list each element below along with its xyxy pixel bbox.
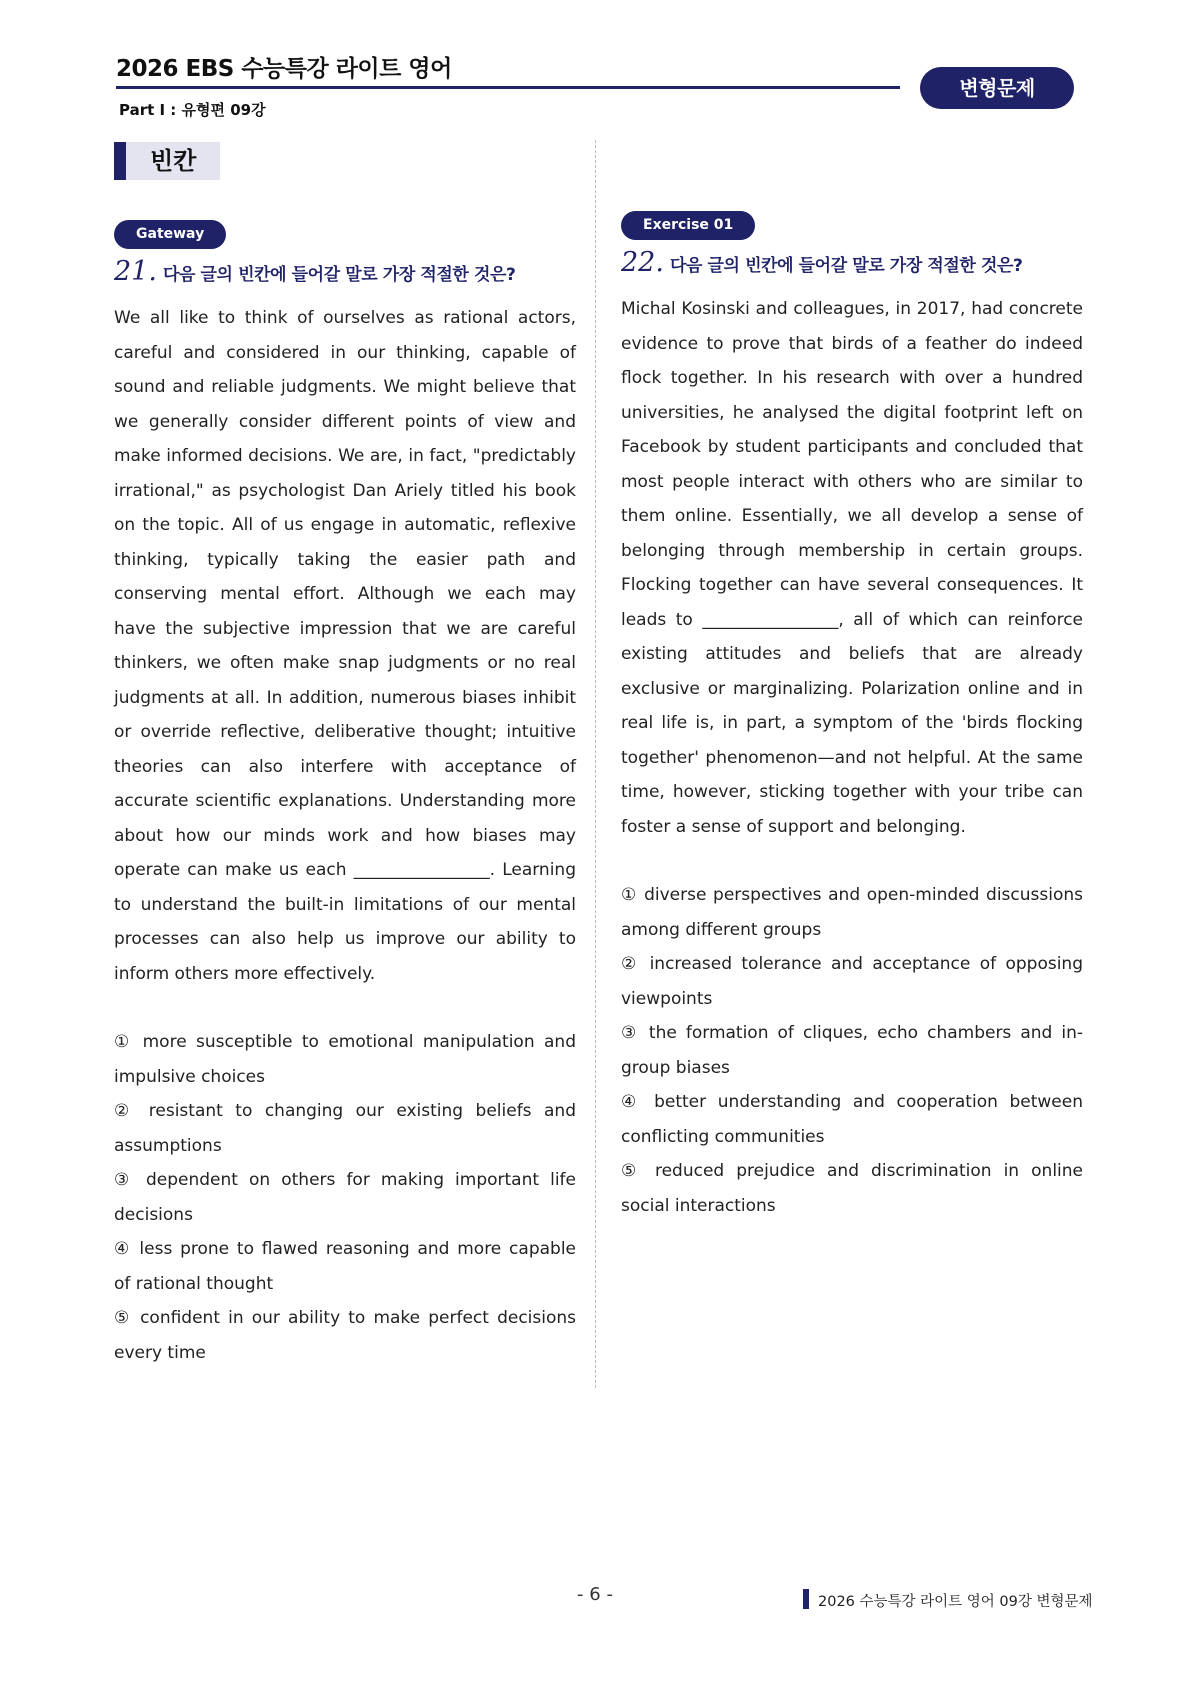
gateway-options [114, 1025, 576, 1370]
option-item: ③ the formation of cliques, echo chambers and in-group biases [621, 1023, 1083, 1078]
option-item: ① diverse perspectives and open-minded discussions among different groups [621, 885, 1083, 940]
option-item: ① more susceptible to emotional manipulation and impulsive choices [114, 1032, 576, 1087]
option-item: ② resistant to changing our existing beliefs and assumptions [114, 1101, 576, 1156]
header-rule [116, 86, 900, 89]
question-number: 22. [621, 247, 664, 278]
question-prompt: 다음 글의 빈칸에 들어갈 말로 가장 적절한 것은? [162, 265, 516, 285]
option-item: ⑤ confident in our ability to make perfect decisions every time [114, 1308, 576, 1363]
question-prompt: 다음 글의 빈칸에 들어갈 말로 가장 적절한 것은? [669, 256, 1023, 276]
exercise-options [621, 878, 1083, 1223]
question-number: 21. [114, 256, 157, 287]
footer-marker [803, 1589, 809, 1609]
exercise-passage: Michal Kosinski and colleagues, in 2017, had concrete evidence to prove that birds of a feather do indeed flock together. In his research with over a hundred universities, he analysed the digital footprint left on Facebook by student participants and concluded that most people interact with others who are similar to them online. Essentially, we all develop a sense of belonging through membership in certain groups. Flocking together can have several consequences. It leads to ________________, all of which can reinforce existing attitudes and beliefs that are already exclusive or marginalizing. Polarization online and in real life is, in part, a symptom of the 'birds flocking together' phenomenon—and not helpful. At the same time, however, sticking together with your tribe can foster a sense of support and belonging. [621, 299, 1083, 837]
gateway-column [114, 220, 576, 1370]
page-number: - 6 - [577, 1584, 613, 1605]
gateway-question [114, 256, 576, 287]
header-badge: 변형문제 [920, 67, 1074, 109]
option-item: ④ better understanding and cooperation between conflicting communities [621, 1092, 1083, 1147]
document-title: 2026 EBS 수능특강 라이트 영어 [116, 56, 452, 82]
footer-text: 2026 수능특강 라이트 영어 09강 변형문제 [818, 1594, 1093, 1610]
option-item: ③ dependent on others for making important life decisions [114, 1170, 576, 1225]
gateway-tag: Gateway [114, 220, 226, 249]
option-item: ⑤ reduced prejudice and discrimination in online social interactions [621, 1161, 1083, 1216]
option-item: ④ less prone to flawed reasoning and more capable of rational thought [114, 1239, 576, 1294]
document-subtitle: Part Ⅰ : 유형편 09강 [119, 101, 266, 119]
section-label: 빈칸 [114, 142, 220, 180]
option-item: ② increased tolerance and acceptance of opposing viewpoints [621, 954, 1083, 1009]
exercise-question [621, 247, 1083, 278]
gateway-passage: We all like to think of ourselves as rational actors, careful and considered in our thinking, capable of sound and reliable judgments. We might believe that we generally consider different points of view and make informed decisions. We are, in fact, "predictably irrational," as psychologist Dan Ariely titled his book on the topic. All of us engage in automatic, reflexive thinking, typically taking the easier path and conserving mental effort. Although we each may have the subjective impression that we are careful thinkers, we often make snap judgments or no real judgments at all. In addition, numerous biases inhibit or override reflective, deliberative thought; intuitive theories can also interfere with acceptance of accurate scientific explanations. Understanding more about how our minds work and how biases may operate can make us each ________________. Learning to understand the built-in limitations of our mental processes can also help us improve our ability to inform others more effectively. [114, 308, 576, 984]
column-divider [595, 140, 596, 1388]
exercise-column [621, 211, 1083, 1223]
exercise-tag: Exercise 01 [621, 211, 755, 240]
